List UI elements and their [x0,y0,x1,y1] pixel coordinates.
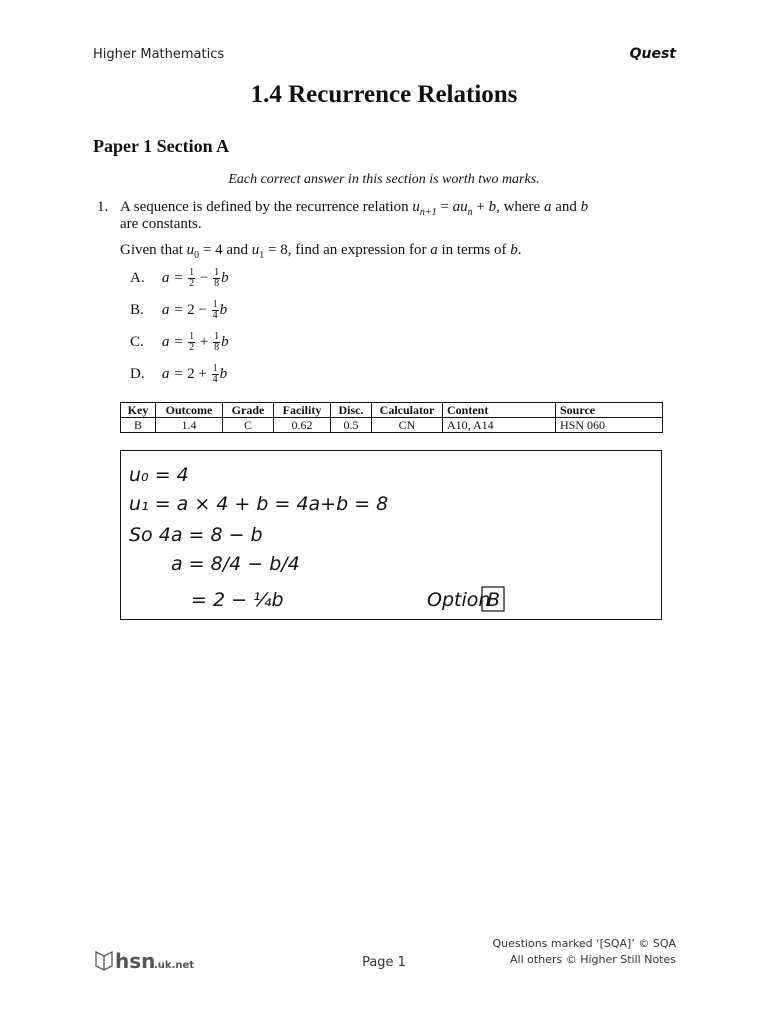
given-var-b: b [510,242,518,258]
section-instruction: Each correct answer in this section is worth two marks. [228,172,540,187]
option-a [130,268,229,289]
relation-b: b [488,199,497,215]
relation-rhs-sub: n [467,207,473,218]
relation-lhs: u [412,199,420,215]
table-header: Key [121,403,156,418]
option-fraction-2 [212,364,219,385]
frac-den: 2 [189,278,195,289]
relation-lhs-sub: n+1 [419,207,437,218]
solution-line-3: So 4a = 8 − b [129,524,263,546]
frac-den: 4 [212,310,218,321]
option-letter: B. [130,301,144,318]
var-b: b [580,199,589,215]
u0-value: = 4 and [199,242,252,258]
option-whole: 2 [187,301,195,318]
option-lhs: a = [162,365,188,382]
question-line-2: are constants. [120,216,202,232]
option-label: Option [427,589,491,611]
logo-main: hsn [115,949,156,972]
option-lhs: a = [162,333,188,350]
option-b [130,300,227,321]
option-var: b [221,269,229,286]
frac-den: 2 [189,342,195,353]
page-number: Page 1 [362,955,406,970]
given-end: . [517,242,522,258]
question-text-where: , where [496,199,544,215]
option-letter: A. [130,269,145,286]
option-operator: − [196,269,213,286]
worked-solution-box [120,450,662,620]
option-operator: − [194,301,211,318]
given-text: Given that [120,242,187,258]
page-title: 1.4 Recurrence Relations [250,81,518,108]
u0-sub: 0 [194,250,200,261]
table-header: Grade [223,403,274,418]
u0-symbol: u [186,242,195,258]
table-header: Outcome [156,403,223,418]
u1-value: = 8, find an expression for [264,242,431,258]
option-var: b [219,301,228,318]
relation-eq: = [436,199,453,215]
table-cell: A10, A14 [443,418,556,433]
table-cell: 0.62 [274,418,331,433]
question-text: A sequence is defined by the recurrence relation [120,199,413,215]
table-header: Facility [274,403,331,418]
option-lhs: a = [162,301,188,318]
option-d [130,364,227,385]
table-header: Source [556,403,663,418]
table-header: Content [443,403,556,418]
solution-line-1: u₀ = 4 [129,464,189,486]
section-heading: Paper 1 Section A [93,136,230,156]
table-cell: HSN 060 [556,418,663,433]
question-text-and: and [551,199,581,215]
option-whole: 2 [187,365,195,382]
option-fraction-1 [188,332,195,353]
option-c [130,332,229,353]
given-var-a: a [430,242,438,258]
option-fraction-2 [213,332,220,353]
frac-num: 1 [212,363,218,374]
option-letter: C. [130,333,144,350]
handwritten-solution [121,451,661,619]
frac-den: 8 [214,342,220,353]
header-subject: Higher Mathematics [93,47,225,62]
frac-num: 1 [214,331,220,342]
option-operator: + [194,365,211,382]
given-in-terms: in terms of [437,242,511,258]
solution-line-4: a = 8/4 − b/4 [171,553,300,575]
frac-num: 1 [214,267,220,278]
header-brand: Quest [629,46,676,62]
option-var: b [219,365,228,382]
option-letter: D. [130,365,145,382]
var-a: a [543,199,552,215]
frac-num: 1 [189,331,195,342]
table-cell: 0.5 [331,418,372,433]
frac-den: 4 [212,374,218,385]
u1-sub: 1 [259,250,265,261]
question-line-3 [120,242,521,261]
option-operator: + [196,333,213,350]
relation-plus: + [472,199,489,215]
copyright-hsn: All others © Higher Still Notes [510,953,676,966]
option-lhs: a = [162,269,188,286]
table-cell: CN [372,418,443,433]
u1-symbol: u [251,242,260,258]
option-fraction-2 [212,300,219,321]
relation-rhs: au [452,199,468,215]
logo-suffix: .uk.net [154,960,195,971]
option-fraction-1 [188,268,195,289]
copyright-sqa: Questions marked ‘[SQA]’ © SQA [492,937,676,950]
solution-line-5: = 2 − ¼b [191,589,284,611]
table-cell: B [121,418,156,433]
table-header: Disc. [331,403,372,418]
frac-num: 1 [212,299,218,310]
frac-num: 1 [189,267,195,278]
frac-den: 8 [214,278,220,289]
option-fraction-2 [213,268,220,289]
question-number: 1. [97,199,109,215]
question-info-table [120,402,663,433]
table-cell: 1.4 [156,418,223,433]
table-row [121,418,663,433]
table-cell: C [223,418,274,433]
option-value: B [487,589,501,611]
table-header: Calculator [372,403,443,418]
table-header-row [121,403,663,418]
solution-line-2: u₁ = a × 4 + b = 4a+b = 8 [129,493,389,515]
option-var: b [221,333,229,350]
